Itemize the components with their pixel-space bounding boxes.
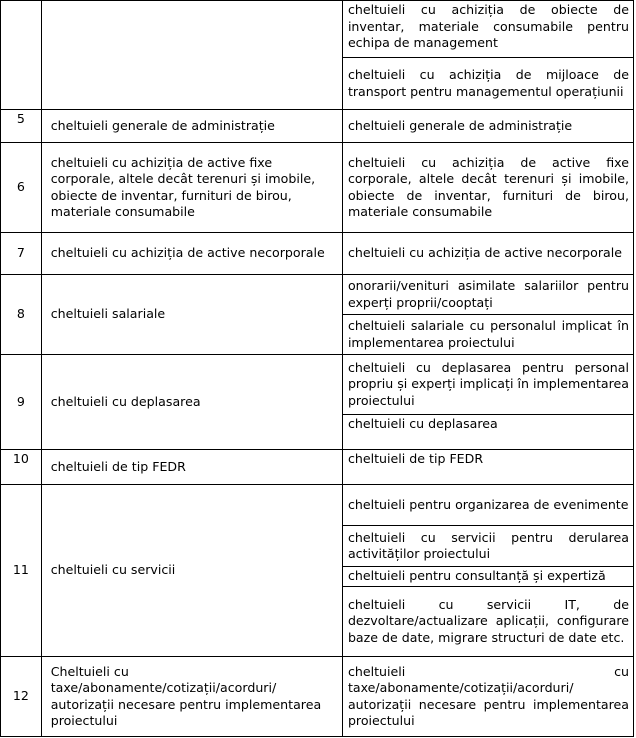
row-number: 11 xyxy=(1,485,42,657)
table-row xyxy=(1,110,634,143)
row-category: cheltuieli cu achiziția de active fixe corporale, altele decât terenuri și imobile, obiecte de inventar, furnituri de birou, materiale consumabile xyxy=(41,143,342,233)
row-subitem: onorarii/venituri asimilate salariilor pentru experți proprii/cooptați xyxy=(342,275,633,315)
row-number xyxy=(1,1,42,110)
row-number: 8 xyxy=(1,275,42,355)
row-subitem: cheltuieli cu taxe/abonamente/cotizații/acorduri/ autorizații necesare pentru implementarea proiectului xyxy=(342,657,633,737)
row-category xyxy=(41,1,342,110)
table-row xyxy=(1,657,634,737)
row-subitem: cheltuieli generale de administrație xyxy=(342,110,633,143)
table-row xyxy=(1,1,634,58)
row-subitem: cheltuieli pentru consultanță și expertiză xyxy=(342,567,633,587)
row-subitem: cheltuieli pentru organizarea de evenimente xyxy=(342,485,633,526)
row-category: cheltuieli cu servicii xyxy=(41,485,342,657)
table-row xyxy=(1,450,634,485)
row-category: Cheltuieli cu taxe/abonamente/cotizații/acorduri/ autorizații necesare pentru implementarea proiectului xyxy=(41,657,342,737)
row-category: cheltuieli cu achiziția de active necorporale xyxy=(41,233,342,275)
row-number: 5 xyxy=(1,110,42,143)
row-number: 7 xyxy=(1,233,42,275)
row-subitem: cheltuieli cu achiziția de active fixe corporale, altele decât terenuri și imobile, obiecte de inventar, furnituri de birou, materiale consumabile xyxy=(342,143,633,233)
table-row xyxy=(1,275,634,315)
row-number: 9 xyxy=(1,355,42,450)
row-subitem: cheltuieli cu deplasarea pentru personal propriu și experți implicați în implementarea proiectului xyxy=(342,355,633,415)
row-subitem: cheltuieli cu achiziția de active necorporale xyxy=(342,233,633,275)
row-number: 10 xyxy=(1,450,42,485)
table-row xyxy=(1,143,634,233)
row-subitem: cheltuieli cu achiziția de mijloace de transport pentru managementul operațiunii xyxy=(342,58,633,110)
row-subitem: cheltuieli cu servicii pentru derularea activităților proiectului xyxy=(342,526,633,567)
row-number: 6 xyxy=(1,143,42,233)
row-category: cheltuieli de tip FEDR xyxy=(41,450,342,485)
row-subitem: cheltuieli de tip FEDR xyxy=(342,450,633,485)
row-subitem: cheltuieli cu deplasarea xyxy=(342,415,633,450)
row-subitem: cheltuieli cu achiziția de obiecte de inventar, materiale consumabile pentru echipa de management xyxy=(342,1,633,58)
row-number: 12 xyxy=(1,657,42,737)
table-row xyxy=(1,233,634,275)
table-row xyxy=(1,355,634,415)
table-row xyxy=(1,485,634,526)
row-subitem: cheltuieli salariale cu personalul implicat în implementarea proiectului xyxy=(342,315,633,355)
row-category: cheltuieli salariale xyxy=(41,275,342,355)
row-category: cheltuieli generale de administrație xyxy=(41,110,342,143)
row-category: cheltuieli cu deplasarea xyxy=(41,355,342,450)
row-subitem: cheltuieli cu servicii IT, de dezvoltare/actualizare aplicații, configurare baze de date, migrare structuri de date etc. xyxy=(342,587,633,657)
